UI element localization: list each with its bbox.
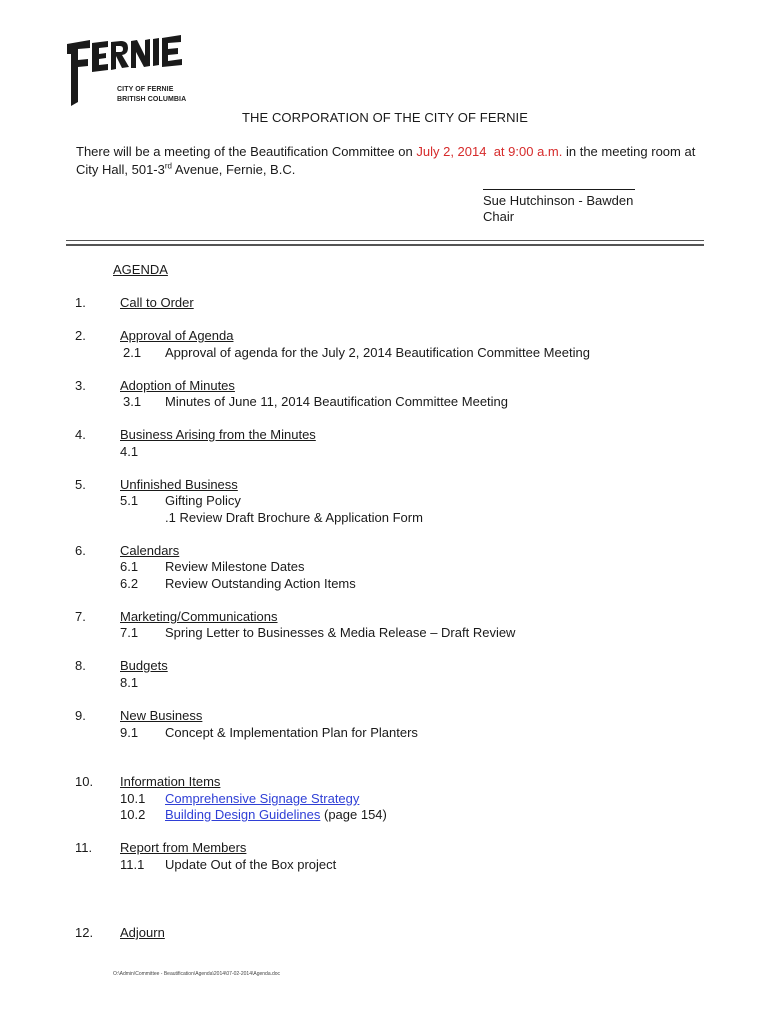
logo-subtitle-line2: BRITISH COLUMBIA: [117, 96, 187, 103]
subitem-number: 5.1: [120, 493, 139, 508]
committee-name: Beautification Committee: [250, 144, 395, 159]
signature-line: [483, 189, 635, 190]
notice-text: There will be a meeting of the: [76, 144, 251, 159]
item-title: Approval of Agenda: [120, 328, 234, 343]
subitem-text: Update Out of the Box project: [165, 857, 337, 872]
item-title: New Business: [120, 708, 203, 723]
item-title: Information Items: [120, 774, 221, 789]
subitem-row: [165, 807, 387, 822]
notice-text: on: [394, 144, 417, 159]
subitem-number: 2.1: [123, 345, 142, 360]
file-path-footer: O:\Admin\Committee - Beautification\Agenda\2014\07-02-2014\Agenda.doc: [113, 971, 281, 977]
subitem-number: 3.1: [123, 394, 142, 409]
subitem-text: Concept & Implementation Plan for Planters: [165, 725, 418, 740]
subitem-text: Gifting Policy: [165, 493, 241, 508]
subitem-text: Review Outstanding Action Items: [165, 576, 356, 591]
item-number: 6.: [75, 543, 86, 558]
item-title: Marketing/Communications: [120, 609, 278, 624]
notice-text: Avenue, Fernie, B.C.: [172, 162, 296, 177]
meeting-notice: [76, 143, 696, 179]
subitem-number: 9.1: [120, 725, 139, 740]
fernie-logo: [64, 34, 214, 114]
subitem-text: Minutes of June 11, 2014 Beautification Committee Meeting: [165, 394, 509, 409]
item-number: 11.: [75, 840, 93, 855]
chair-role: Chair: [483, 209, 515, 224]
subitem-text: .1 Review Draft Brochure & Application Form: [165, 510, 423, 525]
subitem-number: 6.2: [120, 576, 139, 591]
item-number: 7.: [75, 609, 86, 624]
subitem-number: 10.1: [120, 791, 146, 806]
item-title: Adjourn: [120, 925, 165, 940]
ordinal-suffix: rd: [164, 161, 172, 171]
subitem-number: 8.1: [120, 675, 139, 690]
signage-strategy-link[interactable]: Comprehensive Signage Strategy: [165, 791, 360, 806]
item-number: 10.: [75, 774, 94, 789]
item-title: Adoption of Minutes: [120, 378, 235, 393]
notice-text: in the meeting room at City Hall, 501-3: [76, 144, 696, 177]
subitem-text: Spring Letter to Businesses & Media Release – Draft Review: [165, 625, 516, 640]
item-number: 4.: [75, 427, 86, 442]
subitem-text: Review Milestone Dates: [165, 559, 305, 574]
item-number: 2.: [75, 328, 86, 343]
item-title: Budgets: [120, 658, 168, 673]
subitem-number: 11.1: [120, 857, 145, 872]
item-title: Unfinished Business: [120, 477, 238, 492]
subitem-number: 6.1: [120, 559, 139, 574]
item-number: 5.: [75, 477, 86, 492]
chair-name: Sue Hutchinson - Bawden: [483, 193, 634, 208]
agenda-heading: AGENDA: [113, 262, 168, 277]
subitem-number: 10.2: [120, 807, 146, 822]
item-title: Calendars: [120, 543, 180, 558]
item-number: 3.: [75, 378, 86, 393]
item-number: 1.: [75, 295, 86, 310]
meeting-date: July 2, 2014: [416, 144, 487, 159]
item-number: 8.: [75, 658, 86, 673]
divider-rule: [66, 244, 704, 246]
design-guidelines-link[interactable]: Building Design Guidelines: [165, 807, 321, 822]
item-title: Report from Members: [120, 840, 247, 855]
item-title: Business Arising from the Minutes: [120, 427, 316, 442]
item-number: 9.: [75, 708, 86, 723]
subitem-number: 4.1: [120, 444, 139, 459]
item-number: 12.: [75, 925, 94, 940]
meeting-time: at 9:00 a.m.: [493, 144, 563, 159]
subitem-suffix: (page 154): [320, 807, 387, 822]
subitem-number: 7.1: [120, 625, 139, 640]
divider-rule: [66, 240, 704, 241]
item-title: Call to Order: [120, 295, 194, 310]
logo-subtitle-line1: CITY OF FERNIE: [117, 86, 174, 93]
subitem-text: Approval of agenda for the July 2, 2014 Beautification Committee Meeting: [165, 345, 590, 360]
document-title: THE CORPORATION OF THE CITY OF FERNIE: [241, 110, 529, 125]
